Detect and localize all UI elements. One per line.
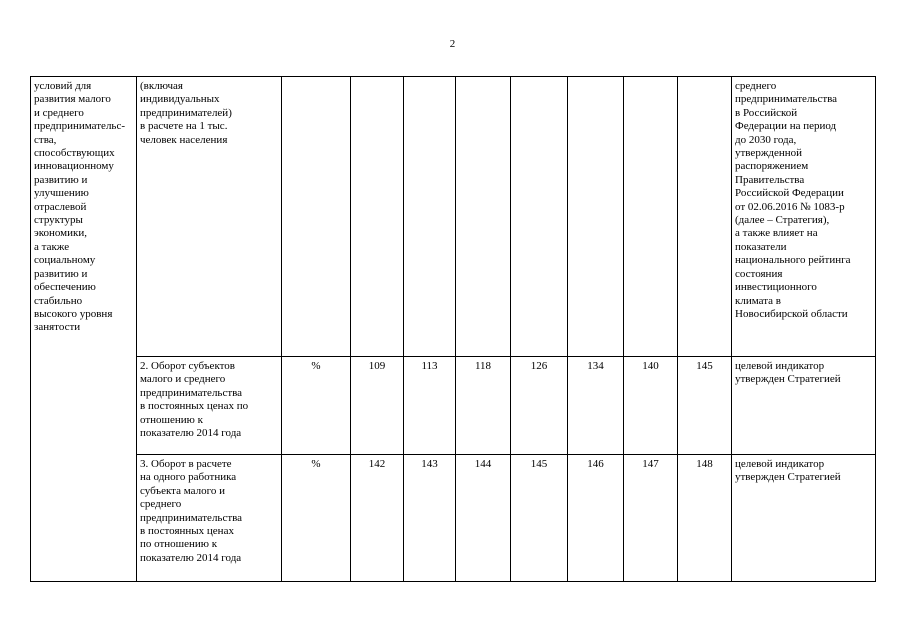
text-line: по отношению к xyxy=(140,538,218,551)
table-row xyxy=(31,455,876,582)
text-line: целевой индикатор xyxy=(735,458,825,470)
text-line: от 02.06.2016 № 1083-р xyxy=(735,200,845,213)
text-line: предпринимателей) xyxy=(140,106,232,119)
text-line: (далее – Стратегия), xyxy=(735,214,830,227)
text-line: состояния xyxy=(735,267,783,280)
value-cell xyxy=(624,77,678,357)
text-line: на одного работника xyxy=(140,471,237,484)
indicator-cell xyxy=(137,455,282,582)
text-line: распоряжением xyxy=(735,160,809,173)
value-cell: 148 xyxy=(678,455,732,582)
text-line: отношению к xyxy=(140,413,203,426)
text-line: Правительства xyxy=(735,173,805,186)
text-line: национального рейтинга xyxy=(735,254,851,267)
text-line: развитию и xyxy=(34,173,88,186)
text-line: улучшению xyxy=(34,187,89,200)
text-line: субъекта малого и xyxy=(140,484,225,497)
value-cell xyxy=(511,77,568,357)
note-cell xyxy=(732,357,876,455)
text-line: предпринимательства xyxy=(140,386,243,399)
text-line: предпринимательства xyxy=(140,511,243,524)
indicators-table xyxy=(30,76,876,582)
value-cell: 144 xyxy=(456,455,511,582)
value-cell xyxy=(351,77,404,357)
text-line: а также xyxy=(34,240,70,253)
table-row xyxy=(31,357,876,455)
text-line: индивидуальных xyxy=(140,93,220,106)
text-line: в расчете на 1 тыс. xyxy=(140,120,228,133)
value-cell xyxy=(568,77,624,357)
text-line: 2. Оборот субъектов xyxy=(140,360,235,372)
unit-cell: % xyxy=(282,357,351,455)
value-cell: 134 xyxy=(568,357,624,455)
value-cell: 109 xyxy=(351,357,404,455)
text-line: в постоянных ценах по xyxy=(140,400,249,413)
text-line: и среднего xyxy=(34,106,84,119)
text-line: Российской Федерации xyxy=(735,187,844,200)
unit-cell xyxy=(282,77,351,357)
text-line: до 2030 года, xyxy=(735,133,797,146)
text-line: климата в xyxy=(735,294,781,307)
value-cell xyxy=(678,77,732,357)
text-line: ства, xyxy=(34,133,57,146)
text-line: развитию и xyxy=(34,267,88,280)
goal-cell xyxy=(31,77,137,582)
text-line: инвестиционного xyxy=(735,281,817,294)
table-row xyxy=(31,77,876,357)
value-cell xyxy=(404,77,456,357)
text-line: а также влияет на xyxy=(735,227,818,240)
text-line: показатели xyxy=(735,240,787,253)
value-cell: 118 xyxy=(456,357,511,455)
note-cell xyxy=(732,77,876,357)
text-line: предпринимательства xyxy=(735,93,838,106)
page-number: 2 xyxy=(449,38,456,50)
text-line: среднего xyxy=(735,80,777,92)
text-line: инновационному xyxy=(34,160,114,173)
text-line: отраслевой xyxy=(34,200,87,213)
text-line: занятости xyxy=(34,321,81,334)
value-cell: 146 xyxy=(568,455,624,582)
value-cell: 126 xyxy=(511,357,568,455)
note-cell xyxy=(732,455,876,582)
text-line: в Российской xyxy=(735,106,798,119)
value-cell: 113 xyxy=(404,357,456,455)
text-line: 3. Оборот в расчете xyxy=(140,458,232,470)
text-line: способствующих xyxy=(34,147,115,160)
text-line: целевой индикатор xyxy=(735,360,825,372)
value-cell: 147 xyxy=(624,455,678,582)
unit-cell: % xyxy=(282,455,351,582)
text-line: показателю 2014 года xyxy=(140,551,242,564)
value-cell: 145 xyxy=(511,455,568,582)
value-cell: 145 xyxy=(678,357,732,455)
text-line: малого и среднего xyxy=(140,373,226,386)
text-line: утвержден Стратегией xyxy=(735,471,841,484)
text-line: предпринимательс- xyxy=(34,120,125,133)
text-line: в постоянных ценах xyxy=(140,525,234,538)
text-line: стабильно xyxy=(34,294,83,307)
indicator-cell xyxy=(137,357,282,455)
text-line: человек населения xyxy=(140,133,228,146)
value-cell: 140 xyxy=(624,357,678,455)
indicator-cell xyxy=(137,77,282,357)
text-line: утвержденной xyxy=(735,147,803,160)
text-line: показателю 2014 года xyxy=(140,427,242,440)
text-line: высокого уровня xyxy=(34,307,113,320)
value-cell xyxy=(456,77,511,357)
text-line: структуры xyxy=(34,214,83,227)
text-line: Федерации на период xyxy=(735,120,837,133)
text-line: условий для xyxy=(34,80,92,92)
text-line: обеспечению xyxy=(34,281,96,294)
text-line: утвержден Стратегией xyxy=(735,373,841,386)
value-cell: 143 xyxy=(404,455,456,582)
text-line: развития малого xyxy=(34,93,111,106)
text-line: среднего xyxy=(140,498,182,511)
value-cell: 142 xyxy=(351,455,404,582)
text-line: Новосибирской области xyxy=(735,307,848,320)
text-line: (включая xyxy=(140,80,183,92)
text-line: экономики, xyxy=(34,227,88,240)
text-line: социальному xyxy=(34,254,96,267)
